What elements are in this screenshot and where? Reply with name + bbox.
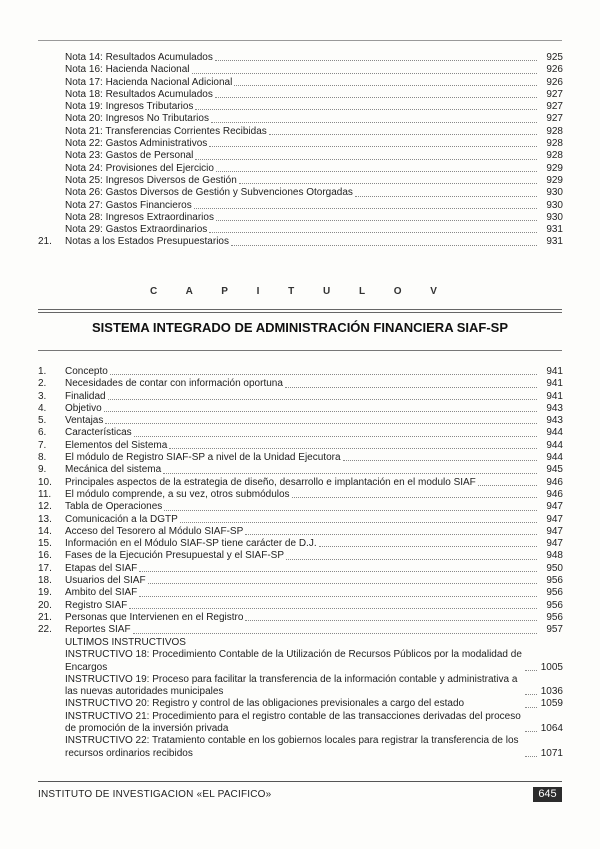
toc-row xyxy=(0,489,600,501)
page-number: 645 xyxy=(533,787,562,802)
instructivo-title: INSTRUCTIVO 19: Proceso para facilitar la transferencia de la información contable y administrativa a las nuevas autoridades municipales xyxy=(65,673,518,698)
dot-leader xyxy=(139,571,537,572)
instructivo-title: INSTRUCTIVO 22: Tratamiento contable en los gobiernos locales para registrar la transferencia de los recursos ordinarios recibidos xyxy=(65,735,519,759)
toc-row xyxy=(0,200,600,212)
dot-leader xyxy=(133,633,537,634)
dot-leader xyxy=(216,220,537,221)
toc-row xyxy=(0,477,600,489)
dot-leader xyxy=(194,208,537,209)
dot-leader xyxy=(108,399,537,400)
toc-row xyxy=(0,415,600,427)
dot-leader xyxy=(525,670,537,671)
toc-title: Nota 19: Ingresos Tributarios xyxy=(65,101,194,113)
instructivo-page: 1071 xyxy=(540,747,563,759)
toc-title: Nota 27: Gastos Financieros xyxy=(65,199,192,211)
toc-title: Registro SIAF xyxy=(65,599,128,611)
dot-leader xyxy=(216,171,537,172)
dot-leader xyxy=(525,707,537,708)
toc-row xyxy=(0,101,600,113)
toc-row xyxy=(0,366,600,378)
toc-page: 946 xyxy=(546,476,563,488)
toc-number: 3. xyxy=(38,390,47,402)
toc-title: El módulo comprende, a su vez, otros submódulos xyxy=(65,488,290,500)
toc-page: 925 xyxy=(546,52,563,63)
toc-number: 16. xyxy=(38,550,52,562)
toc-row xyxy=(0,150,600,162)
dot-leader xyxy=(192,73,537,74)
toc-page: 931 xyxy=(546,236,563,248)
toc-page: 956 xyxy=(546,575,563,587)
toc-number: 13. xyxy=(38,513,52,525)
toc-row xyxy=(0,624,600,636)
instructivo-page: 1059 xyxy=(540,698,563,710)
toc-page: 926 xyxy=(546,64,563,76)
toc-row xyxy=(0,187,600,199)
toc-title: Nota 28: Ingresos Extraordinarios xyxy=(65,211,214,223)
dot-leader xyxy=(245,620,537,621)
toc-title: Objetivo xyxy=(65,402,102,414)
toc-title: Nota 22: Gastos Administrativos xyxy=(65,138,208,150)
dot-leader xyxy=(105,423,537,424)
toc-title: Notas a los Estados Presupuestarios xyxy=(65,236,229,248)
dot-leader xyxy=(269,134,537,135)
toc-row xyxy=(0,563,600,575)
toc-number: 5. xyxy=(38,415,47,427)
toc-title: Principales aspectos de la estrategia de diseño, desarrollo e implantación en el modulo SIAF xyxy=(65,476,476,488)
toc-title: Comunicación a la DGTP xyxy=(65,513,178,525)
toc-page: 927 xyxy=(546,101,563,113)
toc-page: 956 xyxy=(546,599,563,611)
toc-number: 19. xyxy=(38,587,52,599)
toc-page: 929 xyxy=(546,162,563,174)
toc-title: Nota 25: Ingresos Diversos de Gestión xyxy=(65,174,237,186)
dot-leader xyxy=(355,196,537,197)
toc-page: 928 xyxy=(546,125,563,137)
toc-page: 941 xyxy=(546,390,563,402)
dot-leader xyxy=(209,232,537,233)
toc-title: Concepto xyxy=(65,366,108,377)
toc-title: Ambito del SIAF xyxy=(65,587,138,599)
dot-leader xyxy=(139,596,537,597)
toc-number: 22. xyxy=(38,624,52,636)
toc-title: Nota 16: Hacienda Nacional xyxy=(65,64,190,76)
toc-row xyxy=(0,52,600,64)
dot-leader xyxy=(478,485,537,486)
toc-page: 947 xyxy=(546,538,563,550)
toc-number: 4. xyxy=(38,402,47,414)
dot-leader xyxy=(195,109,537,110)
footer-publisher: INSTITUTO DE INVESTIGACION «EL PACIFICO» xyxy=(38,789,272,800)
toc-row xyxy=(0,89,600,101)
toc-title: Nota 21: Transferencias Corrientes Recibidas xyxy=(65,125,267,137)
toc-page: 945 xyxy=(546,464,563,476)
toc-title: Ventajas xyxy=(65,415,104,427)
toc-number: 8. xyxy=(38,452,47,464)
dot-leader xyxy=(525,731,537,732)
dot-leader xyxy=(525,694,537,695)
toc-row xyxy=(0,575,600,587)
chapter-rule-top xyxy=(38,309,562,310)
toc-number: 10. xyxy=(38,476,52,488)
chapter-label: C A P I T U L O V xyxy=(150,286,450,297)
instructivo-row xyxy=(0,711,600,736)
toc-title: Nota 17: Hacienda Nacional Adicional xyxy=(65,76,233,88)
toc-page: 941 xyxy=(546,366,563,377)
dot-leader xyxy=(163,473,537,474)
toc-page: 928 xyxy=(546,150,563,162)
instructivo-page: 1064 xyxy=(540,723,563,735)
toc-page: 931 xyxy=(546,224,563,236)
toc-row xyxy=(0,612,600,624)
toc-row xyxy=(0,514,600,526)
dot-leader xyxy=(319,546,537,547)
toc-page: 944 xyxy=(546,427,563,439)
instructivos-block xyxy=(0,637,600,760)
toc-number: 12. xyxy=(38,501,52,513)
toc-title: El módulo de Registro SIAF-SP a nivel de la Unidad Ejecutora xyxy=(65,452,341,464)
instructivo-row xyxy=(0,698,600,710)
toc-title: Nota 26: Gastos Diversos de Gestión y Subvenciones Otorgadas xyxy=(65,187,353,199)
dot-leader xyxy=(180,522,537,523)
toc-page: 928 xyxy=(546,138,563,150)
dot-leader xyxy=(239,183,537,184)
dot-leader xyxy=(169,448,537,449)
toc-row xyxy=(0,538,600,550)
toc-row xyxy=(0,126,600,138)
instructivo-title: INSTRUCTIVO 21: Procedimiento para el registro contable de las transacciones derivadas del proceso de promoción de la inversión privada xyxy=(65,710,521,735)
toc-page: 948 xyxy=(546,550,563,562)
toc-page: 930 xyxy=(546,187,563,199)
toc-row xyxy=(0,587,600,599)
toc-page: 947 xyxy=(546,501,563,513)
toc-page: 957 xyxy=(546,624,563,636)
instructivo-row xyxy=(0,649,600,674)
toc-title: Elementos del Sistema xyxy=(65,439,168,451)
toc-title: Fases de la Ejecución Presupuestal y el SIAF-SP xyxy=(65,550,284,562)
dot-leader xyxy=(285,387,537,388)
toc-page: 947 xyxy=(546,513,563,525)
toc-row xyxy=(0,391,600,403)
chapter-rule-bottom xyxy=(38,312,562,313)
dot-leader xyxy=(234,85,537,86)
toc-row xyxy=(0,403,600,415)
toc-row xyxy=(0,224,600,236)
dot-leader xyxy=(209,146,537,147)
toc-page: 927 xyxy=(546,88,563,100)
toc-row xyxy=(0,163,600,175)
dot-leader xyxy=(343,460,537,461)
toc-number: 21. xyxy=(38,611,52,623)
toc-number: 1. xyxy=(38,366,47,377)
toc-title: Personas que Intervienen en el Registro xyxy=(65,611,244,623)
instructivo-page: 1036 xyxy=(540,686,563,698)
dot-leader xyxy=(215,97,537,98)
toc-number: 18. xyxy=(38,575,52,587)
toc-page: 930 xyxy=(546,199,563,211)
ultimos-header: ULTIMOS INSTRUCTIVOS xyxy=(65,637,186,648)
toc-title: Etapas del SIAF xyxy=(65,562,138,574)
toc-page: 944 xyxy=(546,439,563,451)
toc-number: 20. xyxy=(38,599,52,611)
dot-leader xyxy=(292,497,537,498)
toc-page: 956 xyxy=(546,587,563,599)
toc-title: Finalidad xyxy=(65,390,106,402)
toc-title: Reportes SIAF xyxy=(65,624,131,636)
toc-number: 11. xyxy=(38,488,52,500)
top-rule xyxy=(38,40,562,41)
notes-list xyxy=(0,52,600,249)
toc-title: Nota 24: Provisiones del Ejercicio xyxy=(65,162,214,174)
toc-page: 941 xyxy=(546,378,563,390)
dot-leader xyxy=(110,374,537,375)
toc-number: 9. xyxy=(38,464,47,476)
toc-row xyxy=(0,138,600,150)
toc-row xyxy=(0,600,600,612)
dot-leader xyxy=(215,60,537,61)
toc-row xyxy=(0,175,600,187)
instructivo-row xyxy=(0,674,600,699)
toc-page: 943 xyxy=(546,402,563,414)
instructivo-row xyxy=(0,735,600,760)
toc-row xyxy=(0,526,600,538)
toc-page: 956 xyxy=(546,611,563,623)
dot-leader xyxy=(211,122,537,123)
instructivo-page: 1005 xyxy=(540,661,563,673)
toc-number: 2. xyxy=(38,378,47,390)
toc-title: Características xyxy=(65,427,132,439)
dot-leader xyxy=(148,583,537,584)
toc-title: Nota 20: Ingresos No Tributarios xyxy=(65,113,209,125)
section-rule xyxy=(38,350,562,351)
toc-page: 944 xyxy=(546,452,563,464)
toc-number: 17. xyxy=(38,562,52,574)
toc-title: Necesidades de contar con información oportuna xyxy=(65,378,283,390)
toc-row xyxy=(0,550,600,562)
toc-row xyxy=(0,77,600,89)
dot-leader xyxy=(231,245,537,246)
toc-row xyxy=(0,64,600,76)
chapter-entries-list xyxy=(0,366,600,637)
dot-leader xyxy=(286,559,537,560)
section-title: SISTEMA INTEGRADO DE ADMINISTRACIÓN FINANCIERA SIAF-SP xyxy=(91,320,508,335)
toc-page: 947 xyxy=(546,525,563,537)
dot-leader xyxy=(195,159,537,160)
toc-row xyxy=(0,113,600,125)
toc-title: Acceso del Tesorero al Módulo SIAF-SP xyxy=(65,525,244,537)
toc-row xyxy=(0,378,600,390)
toc-page: 946 xyxy=(546,488,563,500)
toc-title: Mecánica del sistema xyxy=(65,464,162,476)
toc-row xyxy=(0,501,600,513)
dot-leader xyxy=(129,608,537,609)
toc-page: 926 xyxy=(546,76,563,88)
toc-number: 6. xyxy=(38,427,47,439)
dot-leader xyxy=(164,510,537,511)
dot-leader xyxy=(245,534,537,535)
toc-title: Usuarios del SIAF xyxy=(65,575,146,587)
dot-leader xyxy=(134,436,537,437)
toc-number: 15. xyxy=(38,538,52,550)
toc-title: Nota 18: Resultados Acumulados xyxy=(65,88,213,100)
toc-row xyxy=(0,236,600,248)
footer-rule xyxy=(38,781,562,782)
toc-title: Tabla de Operaciones xyxy=(65,501,163,513)
toc-row xyxy=(0,464,600,476)
toc-page: 930 xyxy=(546,211,563,223)
toc-row xyxy=(0,427,600,439)
toc-page: 929 xyxy=(546,174,563,186)
toc-row xyxy=(0,452,600,464)
toc-page: 927 xyxy=(546,113,563,125)
toc-page: 943 xyxy=(546,415,563,427)
toc-title: Nota 23: Gastos de Personal xyxy=(65,150,194,162)
instructivo-title: INSTRUCTIVO 18: Procedimiento Contable de la Utilización de Recursos Públicos por la modalidad de Encargos xyxy=(65,649,522,673)
toc-page: 950 xyxy=(546,562,563,574)
toc-number: 21. xyxy=(38,236,52,248)
toc-number: 14. xyxy=(38,525,52,537)
toc-title: Nota 14: Resultados Acumulados xyxy=(65,52,213,63)
toc-row xyxy=(0,440,600,452)
toc-number: 7. xyxy=(38,439,47,451)
instructivo-title: INSTRUCTIVO 20: Registro y control de las obligaciones previsionales a cargo del estado xyxy=(65,698,465,710)
toc-title: Nota 29: Gastos Extraordinarios xyxy=(65,224,208,236)
dot-leader xyxy=(525,756,537,757)
toc-row xyxy=(0,212,600,224)
toc-title: Información en el Módulo SIAF-SP tiene carácter de D.J. xyxy=(65,538,317,550)
dot-leader xyxy=(104,411,537,412)
